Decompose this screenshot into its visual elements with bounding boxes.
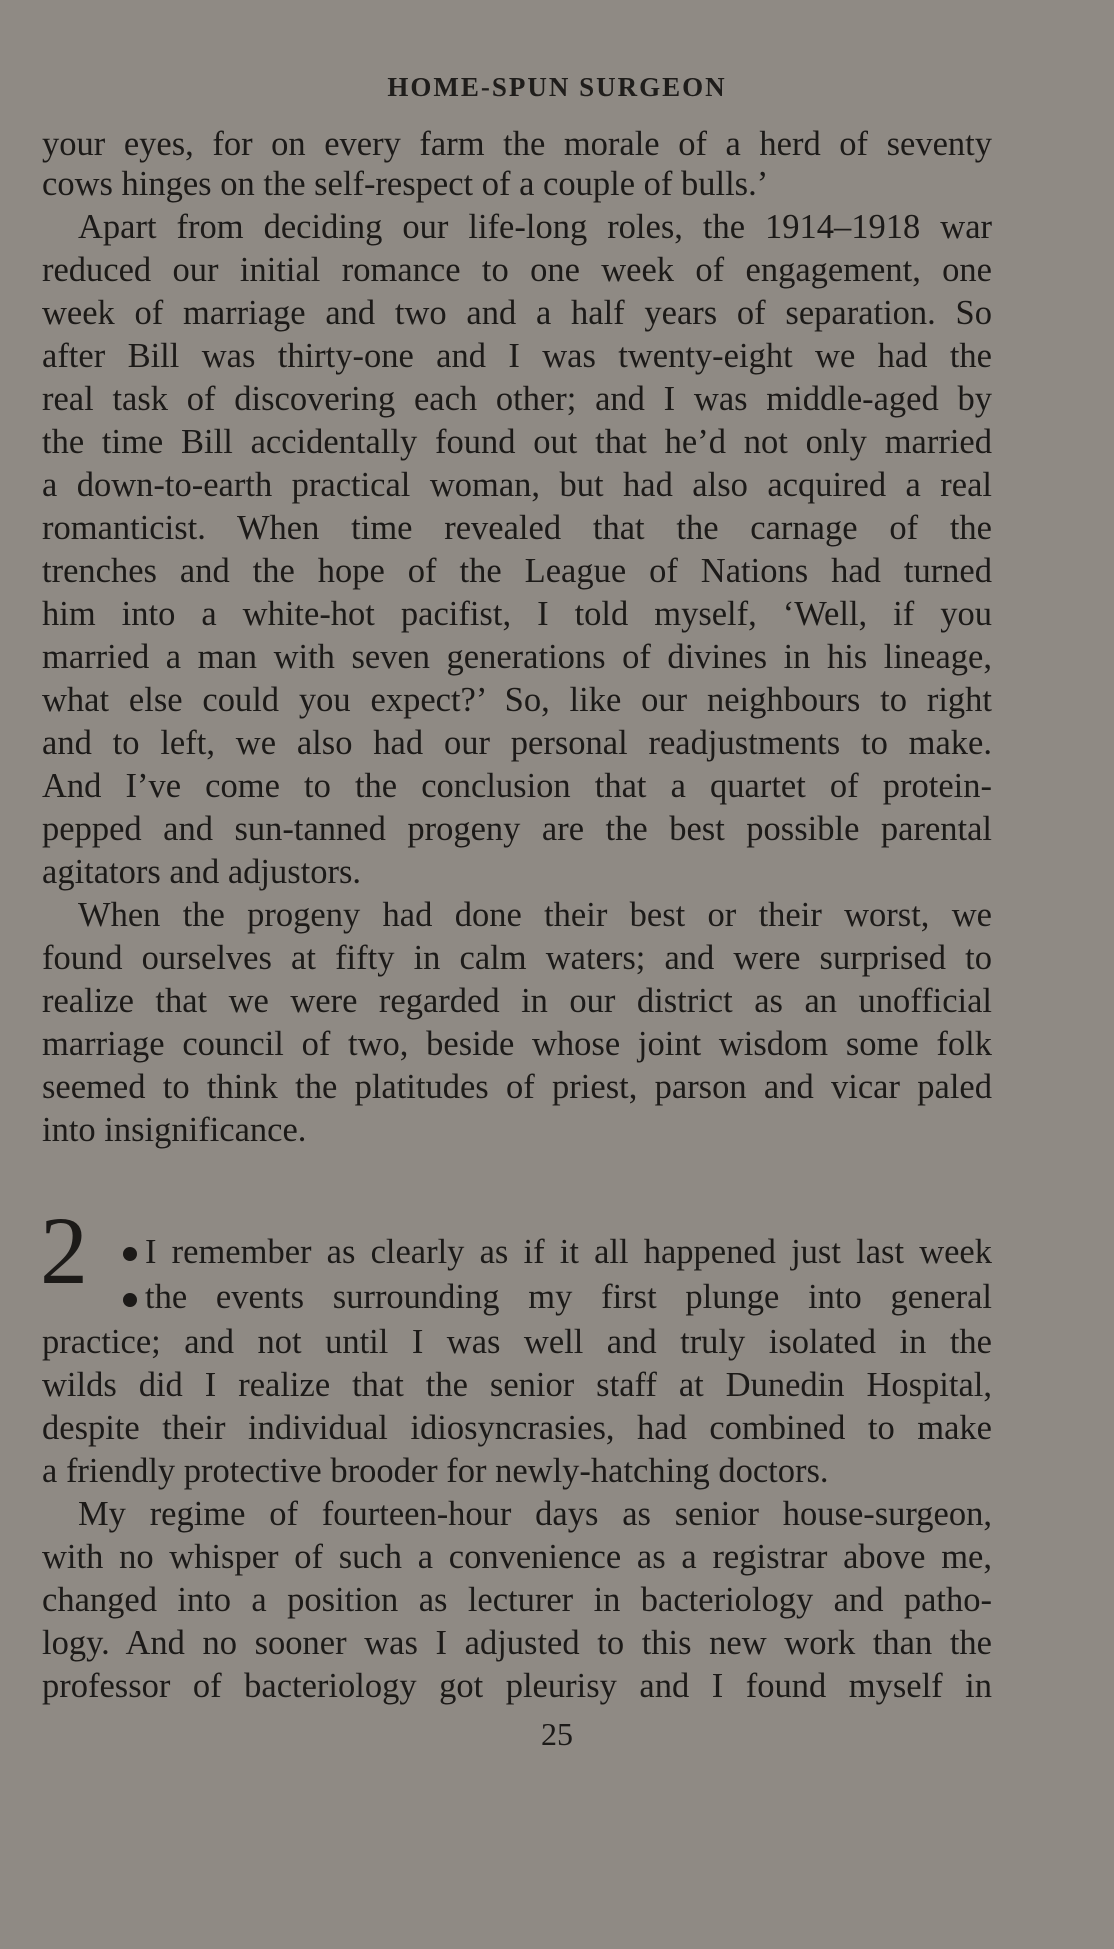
section-bullet-icon bbox=[123, 1247, 137, 1261]
section-number: 2 bbox=[40, 1197, 88, 1304]
text-line: married a man with seven generations of divines in his lineage, bbox=[42, 638, 992, 676]
text-line: a down-to-earth practical woman, but had also acquired a real bbox=[42, 466, 992, 504]
text-line: agitators and adjustors. bbox=[42, 853, 362, 891]
text-line: what else could you expect?’ So, like our neighbours to right bbox=[42, 681, 992, 719]
text-line: real task of discovering each other; and I was middle-aged by bbox=[42, 380, 992, 418]
text-line: practice; and not until I was well and truly isolated in the bbox=[42, 1323, 992, 1361]
text-line: after Bill was thirty-one and I was twenty-eight we had the bbox=[42, 337, 992, 375]
text-line: pepped and sun-tanned progeny are the best possible parental bbox=[42, 810, 992, 848]
text-line: marriage council of two, beside whose joint wisdom some folk bbox=[42, 1025, 992, 1063]
text-line: reduced our initial romance to one week of engagement, one bbox=[42, 251, 992, 289]
text-line: romanticist. When time revealed that the carnage of the bbox=[42, 509, 992, 547]
page-number: 25 bbox=[541, 1716, 573, 1752]
text-line: seemed to think the platitudes of priest, parson and vicar paled bbox=[42, 1068, 992, 1106]
text-line: wilds did I realize that the senior staff at Dunedin Hospital, bbox=[42, 1366, 992, 1404]
text-line: into insignificance. bbox=[42, 1111, 307, 1149]
text-line: a friendly protective brooder for newly-hatching doctors. bbox=[42, 1452, 829, 1490]
text-line: professor of bacteriology got pleurisy and I found myself in bbox=[42, 1667, 992, 1705]
text-line: My regime of fourteen-hour days as senior house-surgeon, bbox=[78, 1495, 992, 1533]
text-line: week of marriage and two and a half years of separation. So bbox=[42, 294, 992, 332]
text-line: and to left, we also had our personal readjustments to make. bbox=[42, 724, 992, 762]
text-line: the time Bill accidentally found out that he’d not only married bbox=[42, 423, 992, 461]
text-line: found ourselves at fifty in calm waters; and were surprised to bbox=[42, 939, 992, 977]
running-head: HOME-SPUN SURGEON bbox=[387, 72, 727, 102]
text-line: despite their individual idiosyncrasies, had combined to make bbox=[42, 1409, 992, 1447]
text-line: I remember as clearly as if it all happened just last week bbox=[145, 1233, 992, 1271]
text-line: changed into a position as lecturer in bacteriology and patho- bbox=[42, 1581, 992, 1619]
text-line: realize that we were regarded in our district as an unofficial bbox=[42, 982, 992, 1020]
text-line: cows hinges on the self-respect of a couple of bulls.’ bbox=[42, 165, 769, 203]
section-bullet-icon bbox=[123, 1293, 137, 1307]
text-line: And I’ve come to the conclusion that a quartet of protein- bbox=[42, 767, 992, 805]
text-line: Apart from deciding our life-long roles, the 1914–1918 war bbox=[78, 208, 992, 246]
text-line: When the progeny had done their best or their worst, we bbox=[78, 896, 992, 934]
text-line: the events surrounding my first plunge into general bbox=[145, 1278, 992, 1316]
text-line: trenches and the hope of the League of Nations had turned bbox=[42, 552, 992, 590]
text-line: your eyes, for on every farm the morale of a herd of seventy bbox=[42, 125, 992, 163]
text-line: him into a white-hot pacifist, I told myself, ‘Well, if you bbox=[42, 595, 992, 633]
text-line: with no whisper of such a convenience as a registrar above me, bbox=[42, 1538, 992, 1576]
text-line: logy. And no sooner was I adjusted to this new work than the bbox=[42, 1624, 992, 1662]
